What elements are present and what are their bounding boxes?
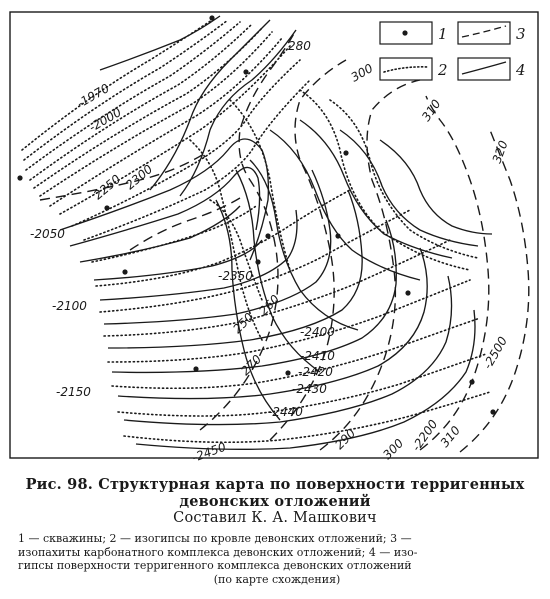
legend-dotted-line (384, 67, 428, 72)
isohypse-label: -2350 (218, 269, 253, 283)
isohypse-label: -2420 (298, 365, 333, 379)
isohypse-dotted (30, 24, 252, 180)
legend-symbol-4-box (458, 58, 510, 80)
well-dot (255, 259, 260, 264)
legend-explanation-line1: 1 — скважины; 2 — изогипсы по кровле девонских отложений; 3 — (18, 532, 412, 545)
isopach-label: 270 (238, 352, 265, 379)
legend-explanation-line4: (по карте схождения) (213, 572, 341, 586)
legend-symbol-3-box (458, 22, 510, 44)
isohypse-solid (70, 167, 260, 246)
caption-title-line2: девонских отложений (179, 493, 371, 510)
figure-caption (0, 476, 550, 527)
legend-number-3: 3 (516, 25, 526, 43)
legend-number-2: 2 (438, 61, 448, 79)
isohypse-label: -2430 (292, 382, 327, 396)
isopach-dashed (460, 130, 529, 452)
legend-solid-line (462, 62, 506, 74)
isohypse-solid (100, 16, 220, 70)
dashed-isopachs (40, 30, 529, 452)
well-dot (17, 175, 22, 180)
legend-dashed-line (462, 26, 506, 37)
solid-isohypses (60, 16, 492, 449)
isohypse-dotted (112, 318, 480, 388)
isohypse-label: -2150 (56, 385, 91, 399)
isopach-label: 290 (332, 426, 359, 453)
isohypse-label: -1970 (74, 81, 112, 111)
caption-author: Составил К. А. Машкович (173, 510, 377, 526)
isohypse-label: -2400 (300, 325, 335, 339)
isohypse-label: -2440 (268, 405, 303, 419)
isohypse-label: -2000 (86, 105, 124, 135)
caption-title-line1: Рис. 98. Структурная карта по поверхности терригенных (25, 476, 525, 493)
legend-symbol-2-box (380, 58, 432, 80)
isohypse-solid (100, 210, 297, 300)
well-dot (243, 69, 248, 74)
isohypse-solid (104, 170, 331, 324)
legend-box (380, 22, 526, 80)
well-dot (193, 366, 198, 371)
isohypse-label: 2250 (90, 171, 124, 203)
well-dot (104, 205, 109, 210)
isohypse-label: -2410 (300, 349, 335, 363)
legend-well-dot (402, 30, 407, 35)
isohypse-label: -2500 (480, 334, 511, 372)
isopach-label: 300 (348, 61, 376, 85)
isopach-label: 300 (380, 436, 407, 463)
well-dot (122, 269, 127, 274)
isohypse-label: -2200 (408, 417, 441, 454)
isopach-label: 320 (489, 138, 511, 166)
well-dot (405, 290, 410, 295)
isopach-dashed (420, 96, 489, 450)
isohypse-solid (300, 120, 452, 258)
isohypse-solid (380, 140, 492, 234)
isohypse-label: -2050 (30, 227, 65, 241)
isopach-label: 250 (230, 310, 257, 337)
isohypse-dotted (24, 20, 228, 160)
isohypse-solid (150, 20, 270, 190)
isopach-label: 310 (418, 96, 444, 124)
well-dot (285, 370, 290, 375)
legend-explanation-line2: изопахиты карбонатного комплекса девонских отложений; 4 — изо- (18, 545, 418, 559)
legend-number-1: 1 (438, 25, 448, 43)
isohypse-label: -2100 (52, 299, 87, 313)
well-dot (343, 150, 348, 155)
isohypse-dotted (330, 100, 478, 258)
legend-number-4: 4 (516, 61, 526, 79)
well-dot (265, 233, 270, 238)
well-dot (469, 379, 474, 384)
legend-explanation-line3: гипсы поверхности терригенного комплекса девонских отложений (18, 559, 412, 572)
isohypse-label: -2450 (190, 439, 228, 465)
isopach-label: 260 (256, 292, 283, 319)
isohypse-label: 2300 (122, 161, 156, 193)
isopach-label: 310 (437, 423, 464, 450)
isohypse-dotted (26, 22, 240, 170)
well-dot (209, 15, 214, 20)
isopach-label: 280 (288, 39, 311, 53)
well-dot (490, 409, 495, 414)
legend-explanation (18, 532, 536, 586)
well-dot (335, 233, 340, 238)
